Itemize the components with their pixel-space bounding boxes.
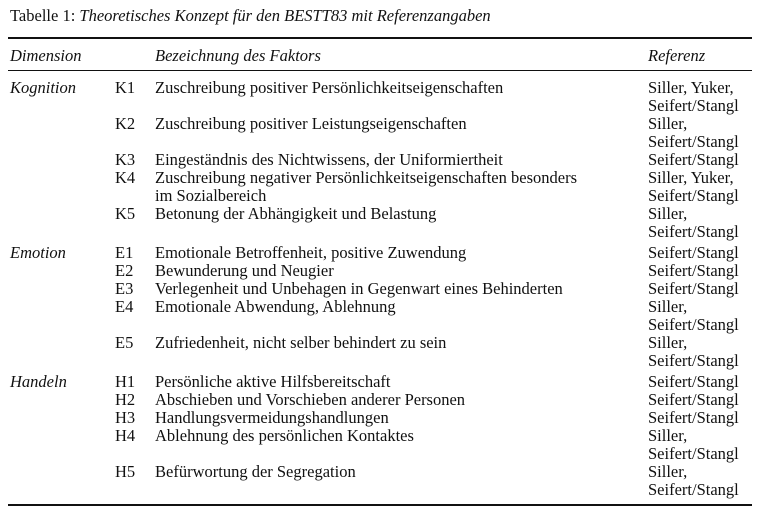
factor-name: Verlegenheit und Unbehagen in Gegenwart eines Behinderten [155, 279, 563, 298]
factor-name: Zuschreibung positiver Persönlichkeitseigenschaften [155, 78, 504, 97]
reference-text: Siller, Yuker, [648, 168, 734, 187]
factor-name: Betonung der Abhängigkeit und Belastung [155, 204, 437, 223]
reference-text: Siller, [648, 462, 688, 481]
reference-text: Seifert/Stangl [648, 315, 739, 334]
factor-name: Zuschreibung positiver Leistungseigenschaften [155, 114, 467, 133]
factor-name: Ablehnung des persönlichen Kontaktes [155, 426, 414, 445]
factor-code: K3 [115, 150, 136, 169]
dimension-label: Emotion [10, 243, 66, 262]
factor-name: Abschieben und Vorschieben anderer Personen [155, 390, 466, 409]
factor-name: Persönliche aktive Hilfsbereitschaft [155, 372, 391, 391]
factor-code: H4 [115, 426, 136, 445]
reference-text: Seifert/Stangl [648, 390, 739, 409]
header-dimension: Dimension [10, 46, 82, 65]
factor-name: Emotionale Betroffenheit, positive Zuwendung [155, 243, 467, 262]
reference-text: Siller, [648, 333, 688, 352]
reference-text: Seifert/Stangl [648, 243, 739, 262]
header-reference: Referenz [648, 46, 706, 65]
factor-name: im Sozialbereich [155, 186, 267, 205]
factor-code: E1 [115, 243, 134, 262]
factor-code: E5 [115, 333, 134, 352]
dimension-label: Handeln [10, 372, 67, 391]
factor-name: Eingeständnis des Nichtwissens, der Uniformiertheit [155, 150, 503, 169]
factor-code: K5 [115, 204, 136, 223]
caption-title: Theoretisches Konzept für den BESTT83 mit Referenzangaben [79, 6, 491, 25]
reference-text: Seifert/Stangl [648, 480, 739, 499]
factor-name: Handlungsvermeidungshandlungen [155, 408, 389, 427]
factor-code: H3 [115, 408, 136, 427]
factor-name: Befürwortung der Segregation [155, 462, 356, 481]
reference-text: Seifert/Stangl [648, 408, 739, 427]
factor-code: K2 [115, 114, 136, 133]
reference-text: Seifert/Stangl [648, 186, 739, 205]
reference-text: Seifert/Stangl [648, 444, 739, 463]
bottom-rule [8, 504, 752, 506]
reference-text: Seifert/Stangl [648, 96, 739, 115]
reference-text: Siller, [648, 204, 688, 223]
factor-name: Emotionale Abwendung, Ablehnung [155, 297, 396, 316]
top-rule [8, 37, 752, 39]
factor-code: K1 [115, 78, 136, 97]
header-rule [8, 70, 752, 71]
reference-text: Seifert/Stangl [648, 351, 739, 370]
factor-code: E3 [115, 279, 134, 298]
factor-name: Zufriedenheit, nicht selber behindert zu sein [155, 333, 447, 352]
factor-code: H2 [115, 390, 136, 409]
factor-code: H1 [115, 372, 136, 391]
header-factor: Bezeichnung des Faktors [155, 46, 321, 65]
factor-name: Bewunderung und Neugier [155, 261, 334, 280]
dimension-label: Kognition [10, 78, 77, 97]
factor-code: H5 [115, 462, 136, 481]
factor-code: E2 [115, 261, 134, 280]
table-caption [10, 6, 491, 26]
factor-code: E4 [115, 297, 134, 316]
reference-text: Seifert/Stangl [648, 132, 739, 151]
reference-text: Siller, [648, 114, 688, 133]
reference-text: Seifert/Stangl [648, 372, 739, 391]
factor-code: K4 [115, 168, 136, 187]
reference-text: Seifert/Stangl [648, 279, 739, 298]
caption-label: Tabelle 1: [10, 6, 76, 25]
reference-text: Siller, Yuker, [648, 78, 734, 97]
factor-name: Zuschreibung negativer Persönlichkeitseigenschaften besonders [155, 168, 577, 187]
reference-text: Seifert/Stangl [648, 261, 739, 280]
reference-text: Siller, [648, 297, 688, 316]
reference-text: Seifert/Stangl [648, 150, 739, 169]
reference-text: Siller, [648, 426, 688, 445]
reference-text: Seifert/Stangl [648, 222, 739, 241]
